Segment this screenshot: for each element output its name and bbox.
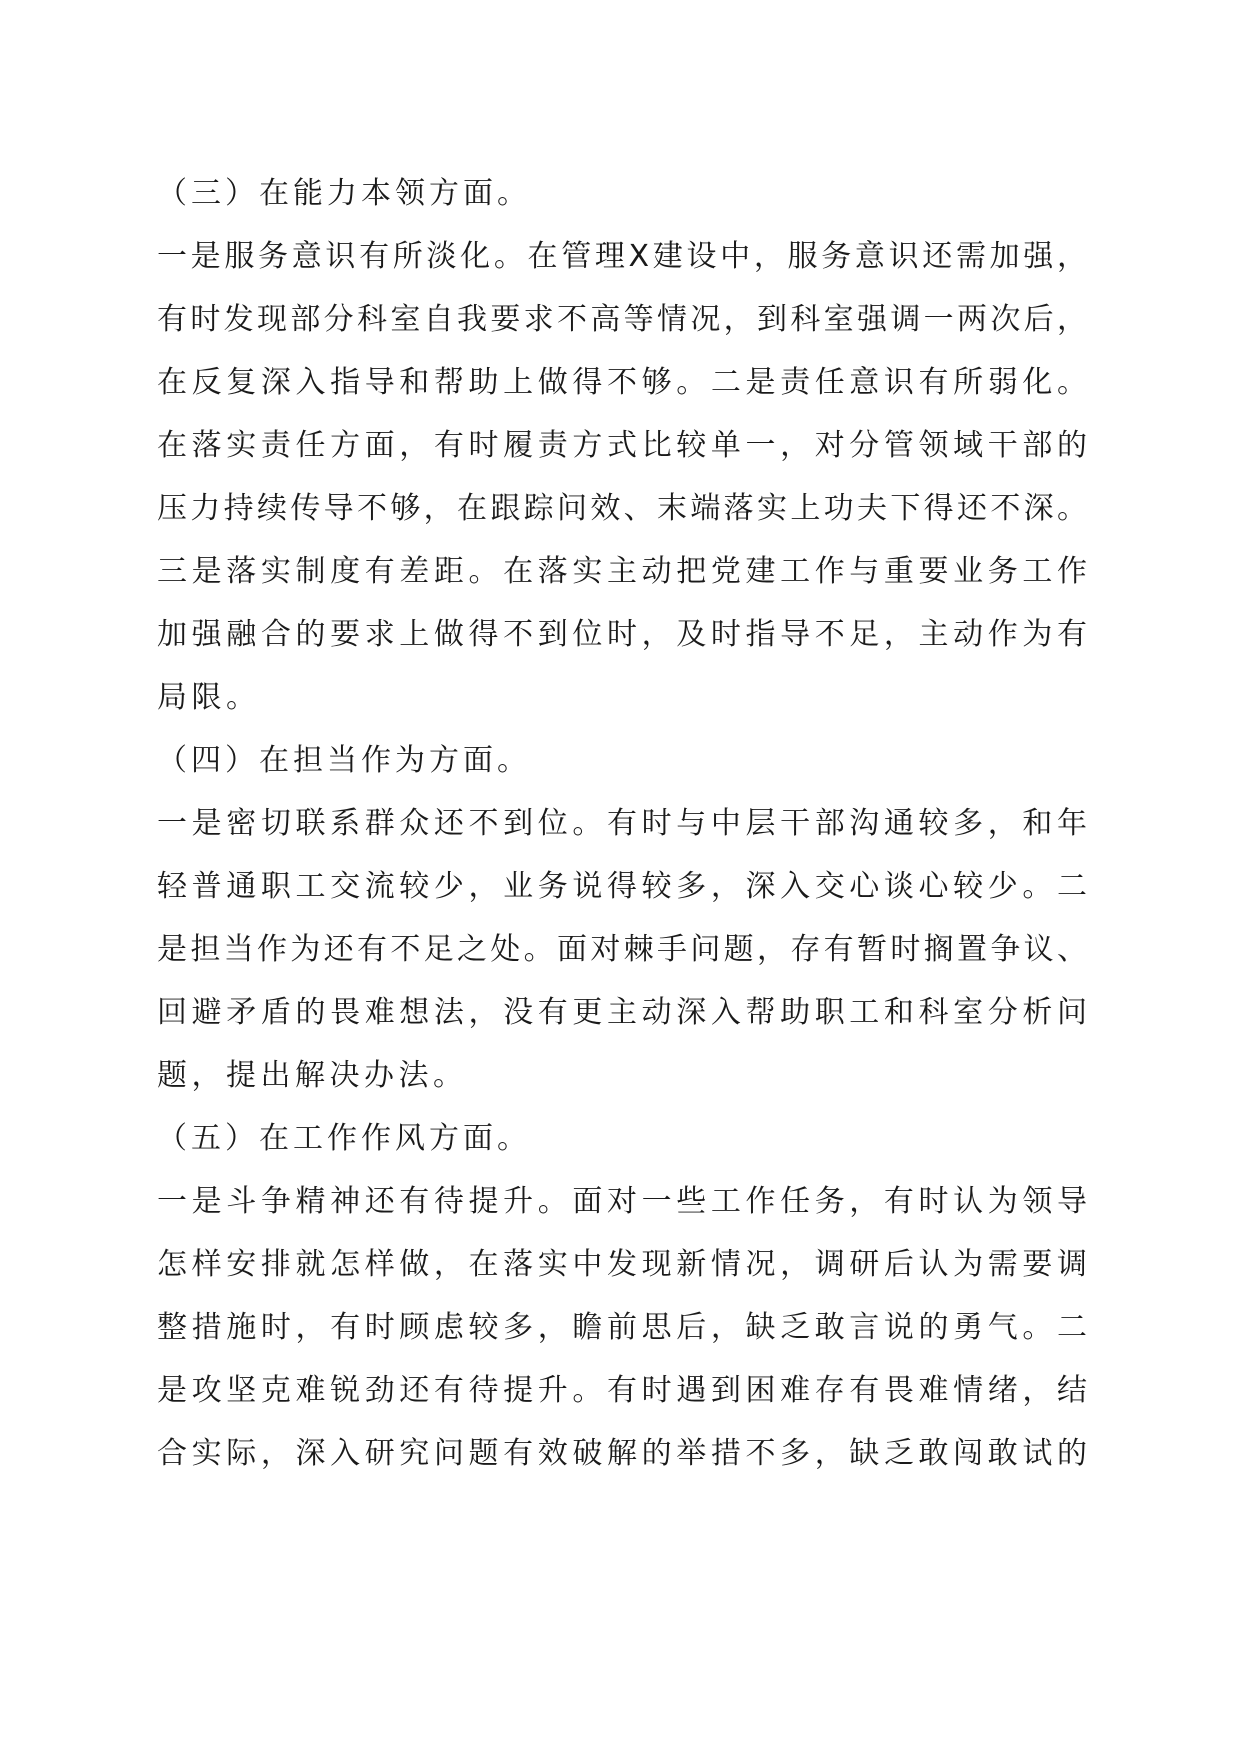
text-line: 轻普通职工交流较少，业务说得较多，深入交心谈心较少。二: [157, 869, 1087, 904]
text-line: 是担当作为还有不足之处。面对棘手问题，存有暂时搁置争议、: [157, 932, 1087, 967]
text-line: 一是密切联系群众还不到位。有时与中层干部沟通较多，和年: [157, 806, 1087, 841]
section-heading-ability: （三）在能力本领方面。: [157, 176, 531, 211]
text-line: 整措施时，有时顾虑较多，瞻前思后，缺乏敢言说的勇气。二: [157, 1310, 1087, 1345]
text-line: 加强融合的要求上做得不到位时，及时指导不足，主动作为有: [157, 617, 1087, 652]
section-heading-responsibility: （四）在担当作为方面。: [157, 743, 531, 778]
text-line: 是攻坚克难锐劲还有待提升。有时遇到困难存有畏难情绪，结: [157, 1373, 1087, 1408]
text-line-end: 题，提出解决办法。: [157, 1058, 468, 1093]
text-line: 压力持续传导不够，在跟踪问效、末端落实上功夫下得还不深。: [157, 491, 1087, 526]
text-line: 怎样安排就怎样做，在落实中发现新情况，调研后认为需要调: [157, 1247, 1087, 1282]
text-line: 在落实责任方面，有时履责方式比较单一，对分管领域干部的: [157, 428, 1087, 463]
text-line: 一是服务意识有所淡化。在管理X建设中，服务意识还需加强，: [157, 239, 1087, 274]
text-line: 在反复深入指导和帮助上做得不够。二是责任意识有所弱化。: [157, 365, 1087, 400]
text-line-end: 局限。: [157, 680, 261, 715]
document-body: [157, 162, 1087, 1485]
text-line: 三是落实制度有差距。在落实主动把党建工作与重要业务工作: [157, 554, 1087, 589]
text-line: 一是斗争精神还有待提升。面对一些工作任务，有时认为领导: [157, 1184, 1087, 1219]
text-line: 有时发现部分科室自我要求不高等情况，到科室强调一两次后，: [157, 302, 1087, 337]
text-line: 回避矛盾的畏难想法，没有更主动深入帮助职工和科室分析问: [157, 995, 1087, 1030]
text-line: 合实际，深入研究问题有效破解的举措不多，缺乏敢闯敢试的: [157, 1436, 1087, 1471]
section-heading-work-style: （五）在工作作风方面。: [157, 1121, 531, 1156]
